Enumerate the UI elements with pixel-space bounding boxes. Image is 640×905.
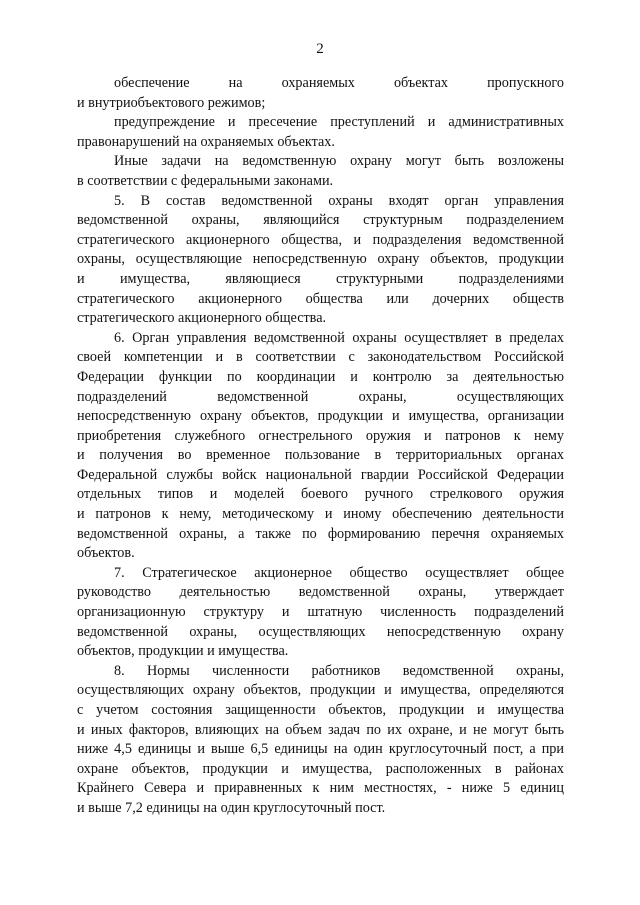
text-line: подразделений ведомственной охраны, осуществляющих — [77, 388, 564, 405]
paragraph — [77, 113, 564, 152]
text-line: организационную структуру и штатную численность подразделений — [77, 604, 564, 621]
text-line: предупреждение и пресечение преступлений и административных — [114, 114, 564, 131]
text-line: в соответствии с федеральными законами. — [77, 172, 334, 189]
paragraph — [77, 662, 564, 819]
text-line: приобретения служебного огнестрельного оружия и патронов к нему — [77, 427, 564, 444]
paragraph — [77, 329, 564, 564]
document-body — [77, 74, 564, 819]
text-line: и иных факторов, влияющих на объем задач по их охране, и не могут быть — [77, 721, 564, 738]
text-line: обеспечение на охраняемых объектах пропускного — [114, 75, 564, 91]
text-line: ниже 4,5 единицы и выше 6,5 единицы на один круглосуточный пост, а при — [77, 741, 564, 758]
paragraph — [77, 564, 564, 662]
text-line: своей компетенции и в соответствии с законодательством Российской — [77, 349, 564, 366]
paragraph — [77, 192, 564, 329]
text-line: Федеральной службы войск национальной гвардии Российской Федерации — [77, 466, 564, 483]
text-line: Федерации функции по координации и контролю за деятельностью — [77, 368, 564, 385]
page-number: 2 — [316, 41, 324, 57]
paragraph — [77, 152, 564, 191]
text-line: и внутриобъектового режимов; — [77, 94, 266, 111]
text-line: стратегического акционерного общества, и подразделения ведомственной — [77, 231, 564, 248]
text-line: и получения во временное пользование в территориальных органах — [77, 447, 564, 464]
text-line: стратегического акционерного общества или дочерних обществ — [77, 290, 564, 307]
paragraph — [77, 74, 564, 113]
text-line: 8. Нормы численности работников ведомственной охраны, — [114, 662, 564, 679]
text-line: ведомственной охраны, являющийся структурным подразделением — [77, 212, 564, 229]
text-line: осуществляющих охрану объектов, продукции и имущества, определяются — [77, 682, 564, 699]
text-line: 7. Стратегическое акционерное общество осуществляет общее — [114, 564, 564, 581]
text-line: непосредственную охрану объектов, продукции и имущества, организации — [77, 408, 564, 425]
text-line: объектов, продукции и имущества. — [77, 643, 289, 660]
text-line: стратегического акционерного общества. — [77, 310, 327, 327]
text-line: охране объектов, продукции и имущества, расположенных в районах — [77, 760, 564, 777]
text-line: с учетом состояния защищенности объектов, продукции и имущества — [77, 702, 564, 718]
text-line: охраны, осуществляющие непосредственную охрану объектов, продукции — [77, 251, 564, 268]
text-line: и патронов к нему, методическому и иному обеспечению деятельности — [77, 506, 564, 523]
text-line: Иные задачи на ведомственную охрану могут быть возложены — [114, 153, 564, 170]
text-line: 6. Орган управления ведомственной охраны осуществляет в пределах — [114, 329, 564, 346]
text-line: ведомственной охраны, осуществляющих непосредственную охрану — [77, 623, 564, 640]
text-line: и выше 7,2 единицы на один круглосуточный пост. — [77, 799, 386, 816]
text-line: объектов. — [77, 545, 135, 562]
text-line: Крайнего Севера и приравненных к ним местностях, - ниже 5 единиц — [77, 780, 564, 797]
text-line: отдельных типов и моделей боевого ручного стрелкового оружия — [77, 486, 564, 503]
text-line: ведомственной охраны, а также по формированию перечня охраняемых — [77, 525, 564, 542]
text-line: и имущества, являющиеся структурными подразделениями — [77, 270, 564, 287]
text-line: правонарушений на охраняемых объектах. — [77, 133, 335, 150]
text-line: 5. В состав ведомственной охраны входят орган управления — [114, 192, 564, 209]
text-line: руководство деятельностью ведомственной охраны, утверждает — [77, 584, 564, 601]
